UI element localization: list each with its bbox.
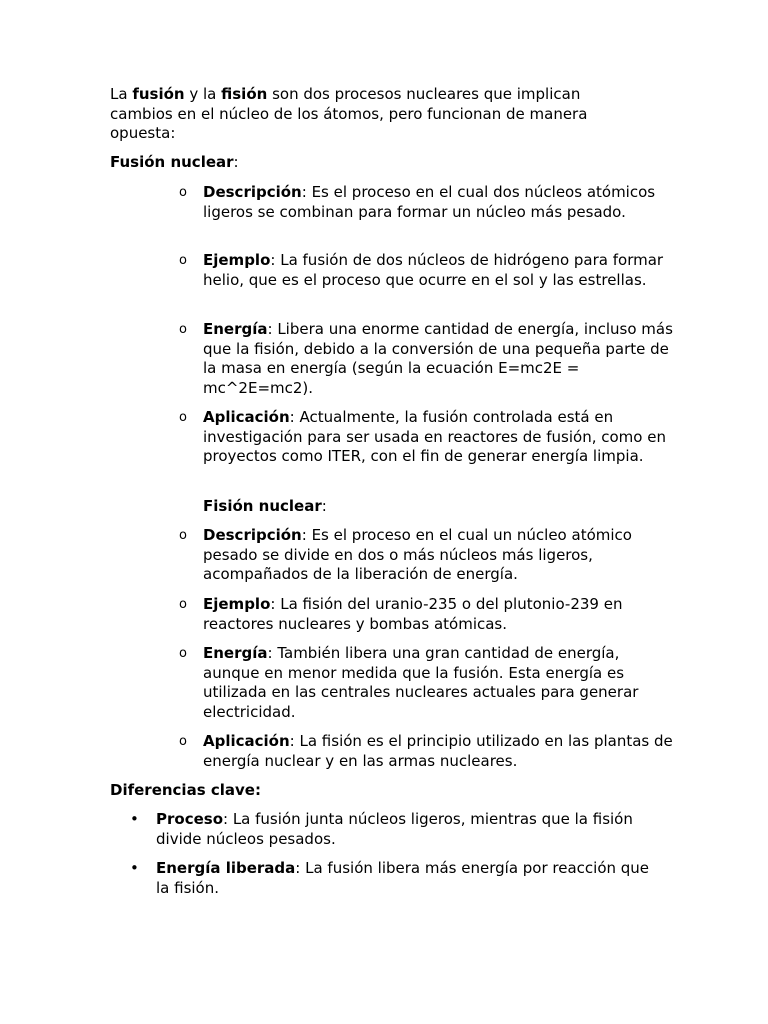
diferencias-heading bbox=[110, 781, 620, 801]
diferencias-item-proceso bbox=[130, 810, 656, 849]
circle-bullet-icon: o bbox=[179, 253, 187, 268]
fusion-item-text: : Es el proceso en el cual dos núcleos atómicos ligeros se combinan para formar un núcleo más pesado. bbox=[203, 183, 656, 221]
circle-bullet-icon: o bbox=[179, 322, 187, 337]
fision-heading-suffix: : bbox=[321, 497, 327, 515]
intro-fision-bold: fisión bbox=[221, 85, 268, 103]
fusion-item-text: : Libera una enorme cantidad de energía, incluso más que la fisión, debido a la conversión de una pequeña parte de la masa en energía (según la ecuación E=mc2E = mc^2E=mc2). bbox=[203, 320, 673, 397]
fusion-item-label: Energía bbox=[203, 320, 268, 338]
fusion-item-ejemplo bbox=[179, 251, 673, 290]
dot-bullet-icon: • bbox=[130, 810, 139, 828]
fusion-heading bbox=[110, 153, 620, 173]
fusion-heading-suffix: : bbox=[233, 153, 239, 171]
circle-bullet-icon: o bbox=[179, 734, 187, 749]
circle-bullet-icon: o bbox=[179, 410, 187, 425]
fision-item-label: Aplicación bbox=[203, 732, 290, 750]
circle-bullet-icon: o bbox=[179, 597, 187, 612]
diferencias-item-energia-liberada bbox=[130, 859, 656, 898]
fusion-heading-label: Fusión nuclear bbox=[110, 153, 234, 171]
fusion-item-label: Aplicación bbox=[203, 408, 290, 426]
fision-heading bbox=[203, 497, 673, 517]
fision-item-label: Descripción bbox=[203, 526, 302, 544]
fision-item-ejemplo bbox=[179, 595, 673, 634]
intro-paragraph bbox=[110, 85, 620, 144]
fusion-item-aplicacion bbox=[179, 408, 673, 467]
diferencias-item-text: : La fusión junta núcleos ligeros, mientras que la fisión divide núcleos pesados. bbox=[156, 810, 633, 848]
fusion-item-text: : La fusión de dos núcleos de hidrógeno para formar helio, que es el proceso que ocurre en el sol y las estrellas. bbox=[203, 251, 664, 289]
diferencias-item-label: Energía liberada bbox=[156, 859, 296, 877]
fision-item-text: : Es el proceso en el cual un núcleo atómico pesado se divide en dos o más núcleos más ligeros, acompañados de la liberación de energía. bbox=[203, 526, 632, 583]
circle-bullet-icon: o bbox=[179, 185, 187, 200]
fision-item-text: : La fisión del uranio-235 o del plutonio-239 en reactores nucleares y bombas atómicas. bbox=[203, 595, 623, 633]
fision-item-text: : También libera una gran cantidad de energía, aunque en menor medida que la fusión. Esta energía es utilizada en las centrales nucleares actuales para generar electricidad. bbox=[203, 644, 639, 721]
intro-text-3: son dos procesos nucleares que implican cambios en el núcleo de los átomos, pero funcionan de manera opuesta: bbox=[110, 85, 588, 142]
fision-item-descripcion bbox=[179, 526, 673, 585]
intro-text-1: La bbox=[110, 85, 133, 103]
intro-text-2: y la bbox=[184, 85, 222, 103]
intro-fusion-bold: fusión bbox=[132, 85, 185, 103]
diferencias-item-text: : La fusión libera más energía por reacción que la fisión. bbox=[156, 859, 650, 897]
diferencias-item-label: Proceso bbox=[156, 810, 223, 828]
fision-item-label: Ejemplo bbox=[203, 595, 271, 613]
diferencias-heading-label: Diferencias clave: bbox=[110, 781, 261, 799]
fision-item-aplicacion bbox=[179, 732, 673, 771]
fision-item-label: Energía bbox=[203, 644, 268, 662]
fision-item-energia bbox=[179, 644, 673, 722]
fusion-item-label: Ejemplo bbox=[203, 251, 271, 269]
fusion-item-energia bbox=[179, 320, 673, 398]
circle-bullet-icon: o bbox=[179, 646, 187, 661]
fusion-item-descripcion bbox=[179, 183, 673, 222]
fision-heading-label: Fisión nuclear bbox=[203, 497, 322, 515]
fision-item-text: : La fisión es el principio utilizado en las plantas de energía nuclear y en las armas nucleares. bbox=[203, 732, 673, 770]
circle-bullet-icon: o bbox=[179, 528, 187, 543]
fusion-item-text: : Actualmente, la fusión controlada está en investigación para ser usada en reactores de fusión, como en proyectos como ITER, con el fin de generar energía limpia. bbox=[203, 408, 666, 465]
fusion-item-label: Descripción bbox=[203, 183, 302, 201]
dot-bullet-icon: • bbox=[130, 859, 139, 877]
